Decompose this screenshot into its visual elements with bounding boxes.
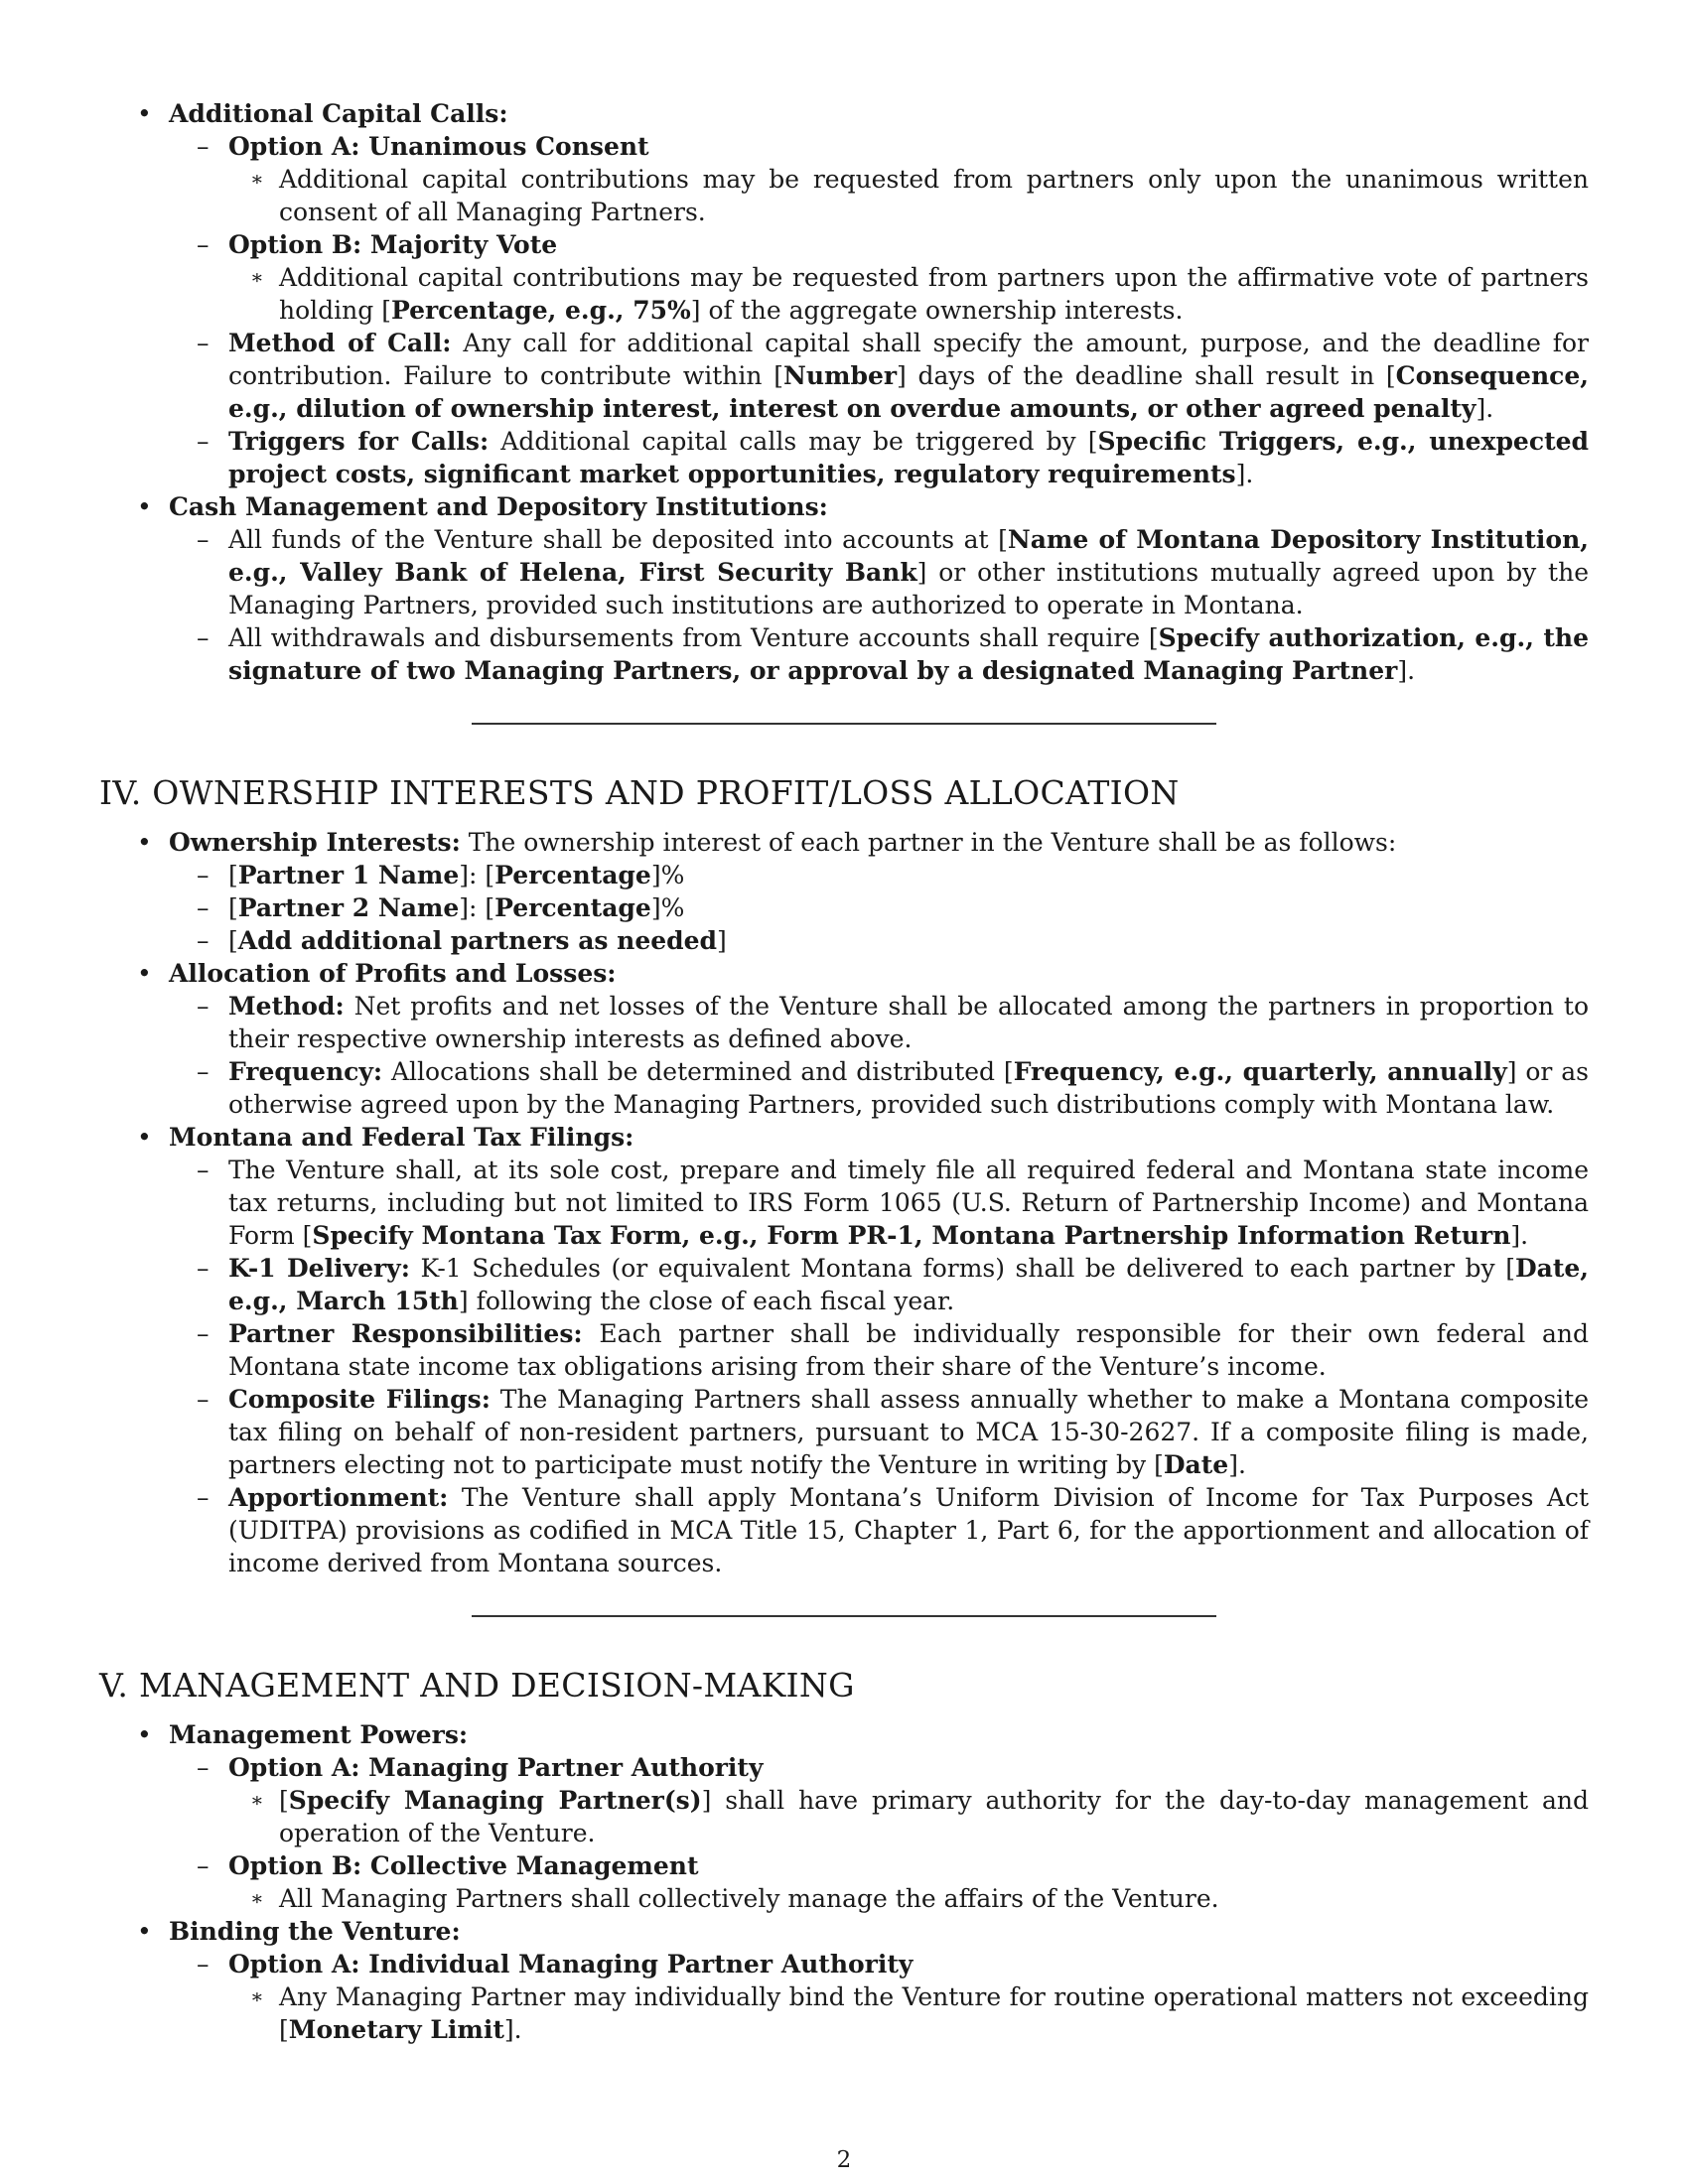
text-run: ] following the close of each fiscal year. (458, 1287, 955, 1315)
dash-icon: – (197, 1156, 210, 1184)
item-label: K-1 Delivery: (228, 1254, 410, 1283)
list-item (99, 924, 1589, 957)
dash-icon: – (197, 861, 210, 889)
text-run: Additional capital contributions may be requested from partners upon the affirmative vote of partners holding [ (279, 263, 1589, 325)
list-item (99, 130, 1589, 163)
placeholder-text: Percentage, e.g., 75% (390, 296, 691, 325)
dash-icon: – (197, 1254, 210, 1283)
text-run: The Venture shall apply Montana’s Uniform Division of Income for Tax Purposes Act (UDITPA) provisions as codified in MCA Title 15, Chapter 1, Part 6, for the apportionment and allocation of income derived from Montana sources. (228, 1483, 1589, 1577)
dash-icon: – (197, 1950, 210, 1979)
dash-icon: – (197, 1483, 210, 1512)
text-run: ]% (650, 893, 685, 922)
item-label: Method of Call: (228, 329, 452, 357)
text-run: ]. (1510, 1221, 1529, 1250)
text-run: ]: [ (459, 893, 495, 922)
placeholder-text: Monetary Limit (288, 2015, 504, 2044)
dash-icon: – (197, 230, 210, 259)
text-run: Each partner shall be individually responsible for their own federal and Montana state income tax obligations arising from their share of the Venture’s income. (228, 1319, 1590, 1381)
dash-icon: – (197, 132, 210, 161)
dash-icon: – (197, 427, 210, 456)
list-item (99, 1252, 1589, 1317)
dash-icon: – (197, 926, 210, 955)
list-item (99, 327, 1589, 425)
bullet-icon: • (137, 492, 152, 521)
list-item (99, 826, 1589, 859)
dash-icon: – (197, 623, 210, 652)
page-content (99, 97, 1589, 2046)
text-run: Net profits and net losses of the Venture shall be allocated among the partners in proportion to their respective ownership interests as defined above. (228, 992, 1589, 1053)
page-number: 2 (836, 2147, 852, 2173)
list-item (99, 891, 1589, 924)
list-item (99, 1948, 1589, 1980)
list-item (99, 1718, 1589, 1751)
capital-calls-heading: Additional Capital Calls: (169, 99, 508, 128)
list-item (99, 1882, 1589, 1915)
option-title: Option A: Unanimous Consent (228, 132, 649, 161)
bullet-icon: • (137, 99, 152, 128)
asterisk-icon: ∗ (250, 167, 264, 191)
option-title: Option B: Majority Vote (228, 230, 558, 259)
text-run: ] of the aggregate ownership interests. (690, 296, 1184, 325)
section-divider (472, 723, 1216, 725)
bullet-icon: • (137, 1917, 152, 1946)
list-item (99, 1154, 1589, 1252)
partner-name: Partner 2 Name (237, 893, 460, 922)
placeholder-text: Specify authorization, e.g., the signature of two Managing Partners, or approval by a designated Managing Partner (228, 623, 1589, 685)
text-run: ]. (1228, 1450, 1246, 1479)
dash-icon: – (197, 992, 210, 1021)
partner-percentage: Percentage (494, 893, 651, 922)
list-item (99, 859, 1589, 891)
bullet-icon: • (137, 828, 152, 857)
section-5-title: V. MANAGEMENT AND DECISION-MAKING (99, 1666, 855, 1705)
text-run: Any Managing Partner may individually bind the Venture for routine operational matters not exceeding [ (279, 1982, 1589, 2044)
asterisk-icon: ∗ (250, 265, 264, 289)
list-item (99, 490, 1589, 523)
text-run: Allocations shall be determined and distributed [ (382, 1057, 1014, 1086)
item-label: Frequency: (228, 1057, 383, 1086)
list-item (99, 990, 1589, 1055)
section-4-title: IV. OWNERSHIP INTERESTS AND PROFIT/LOSS ALLOCATION (99, 773, 1180, 812)
list-item (99, 1915, 1589, 1948)
option-text: All Managing Partners shall collectively manage the affairs of the Venture. (279, 1884, 1219, 1913)
option-title: Option A: Managing Partner Authority (228, 1753, 764, 1782)
placeholder-text: Date (1163, 1450, 1229, 1479)
partner-name: Partner 1 Name (237, 861, 460, 889)
text-run: ] days of the deadline shall result in [ (897, 361, 1396, 390)
text-run: The Managing Partners shall assess annually whether to make a Montana composite tax filing on behalf of non-resident partners, pursuant to MCA 15-30-2627. If a composite filing is made, partners electing not to participate must notify the Venture in writing by [ (228, 1385, 1590, 1479)
placeholder-text: Date, e.g., March 15th (228, 1254, 1589, 1315)
dash-icon: – (197, 329, 210, 357)
placeholder-text: Add additional partners as needed (237, 926, 718, 955)
item-label: Method: (228, 992, 345, 1021)
list-item (99, 1121, 1589, 1154)
section-divider (472, 1615, 1216, 1617)
placeholder-text: Frequency, e.g., quarterly, annually (1013, 1057, 1507, 1086)
text-run: ] shall have primary authority for the day-to-day management and operation of the Venture. (279, 1786, 1589, 1847)
cash-heading: Cash Management and Depository Institutions: (169, 492, 828, 521)
placeholder-text: Specify Montana Tax Form, e.g., Form PR-1, Montana Partnership Information Return (312, 1221, 1511, 1250)
text-run: The ownership interest of each partner in the Venture shall be as follows: (460, 828, 1397, 857)
item-label: Composite Filings: (228, 1385, 491, 1414)
text-run: Any call for additional capital shall specify the amount, purpose, and the deadline for contribution. Failure to contribute within [ (228, 329, 1589, 390)
asterisk-icon: ∗ (250, 1788, 264, 1812)
list-item (99, 1317, 1589, 1383)
binding-heading: Binding the Venture: (169, 1917, 461, 1946)
bullet-icon: • (137, 1720, 152, 1749)
powers-heading: Management Powers: (169, 1720, 469, 1749)
list-item (99, 261, 1589, 327)
text-run: ]. (503, 2015, 522, 2044)
option-text: Additional capital contributions may be requested from partners only upon the unanimous written consent of all Managing Partners. (279, 165, 1589, 226)
dash-icon: – (197, 1851, 210, 1880)
dash-icon: – (197, 1385, 210, 1414)
list-item (99, 1849, 1589, 1882)
item-label: Triggers for Calls: (228, 427, 490, 456)
text-run: ]: [ (459, 861, 495, 889)
list-item (99, 1784, 1589, 1849)
section3-list (99, 97, 1589, 687)
text-run: [ (228, 861, 238, 889)
list-item (99, 1055, 1589, 1121)
option-title: Option A: Individual Managing Partner Authority (228, 1950, 914, 1979)
placeholder-text: Specify Managing Partner(s) (288, 1786, 702, 1815)
tax-heading: Montana and Federal Tax Filings: (169, 1123, 634, 1152)
partner-percentage: Percentage (494, 861, 651, 889)
bullet-icon: • (137, 1123, 152, 1152)
dash-icon: – (197, 1753, 210, 1782)
text-run: ]. (1235, 460, 1254, 488)
text-run: All withdrawals and disbursements from Venture accounts shall require [ (228, 623, 1159, 652)
text-run: The Venture shall, at its sole cost, prepare and timely file all required federal and Montana state income tax returns, including but not limited to IRS Form 1065 (U.S. Return of Partnership Income) and Montana Form [ (228, 1156, 1589, 1250)
list-item (99, 621, 1589, 687)
bullet-icon: • (137, 959, 152, 988)
asterisk-icon: ∗ (250, 1886, 264, 1910)
dash-icon: – (197, 1057, 210, 1086)
text-run: [ (228, 893, 238, 922)
list-item (99, 163, 1589, 228)
section5-list (99, 1718, 1589, 2046)
text-run: ] (717, 926, 727, 955)
text-run: ] or other institutions mutually agreed upon by the Managing Partners, provided such institutions are authorized to operate in Montana. (228, 558, 1589, 619)
text-run: Additional capital calls may be triggered by [ (489, 427, 1098, 456)
placeholder-text: Consequence, e.g., dilution of ownership interest, interest on overdue amounts, or other agreed penalty (228, 361, 1589, 423)
text-run: ] or as otherwise agreed upon by the Managing Partners, provided such distributions comply with Montana law. (228, 1057, 1589, 1119)
text-run: All funds of the Venture shall be deposited into accounts at [ (228, 525, 1008, 554)
placeholder-text: Specific Triggers, e.g., unexpected project costs, significant market opportunities, regulatory requirements (228, 427, 1589, 488)
list-item (99, 1481, 1589, 1579)
placeholder-text: Number (782, 361, 898, 390)
item-label: Ownership Interests: (169, 828, 461, 857)
list-item (99, 523, 1589, 621)
text-run: ]. (1397, 656, 1416, 685)
asterisk-icon: ∗ (250, 1984, 264, 2008)
item-label: Partner Responsibilities: (228, 1319, 583, 1348)
list-item (99, 957, 1589, 990)
list-item (99, 1980, 1589, 2046)
list-item (99, 228, 1589, 261)
list-item (99, 1383, 1589, 1481)
list-item (99, 97, 1589, 130)
list-item (99, 425, 1589, 490)
text-run: [ (279, 1786, 289, 1815)
placeholder-text: Name of Montana Depository Institution, e.g., Valley Bank of Helena, First Security Bank (228, 525, 1589, 587)
text-run: [ (228, 926, 238, 955)
option-title: Option B: Collective Management (228, 1851, 699, 1880)
list-item (99, 1751, 1589, 1784)
dash-icon: – (197, 1319, 210, 1348)
dash-icon: – (197, 525, 210, 554)
section4-list (99, 826, 1589, 1579)
text-run: ]. (1476, 394, 1494, 423)
text-run: K-1 Schedules (or equivalent Montana forms) shall be delivered to each partner by [ (409, 1254, 1515, 1283)
item-label: Apportionment: (228, 1483, 449, 1512)
allocation-heading: Allocation of Profits and Losses: (169, 959, 617, 988)
text-run: ]% (650, 861, 685, 889)
dash-icon: – (197, 893, 210, 922)
